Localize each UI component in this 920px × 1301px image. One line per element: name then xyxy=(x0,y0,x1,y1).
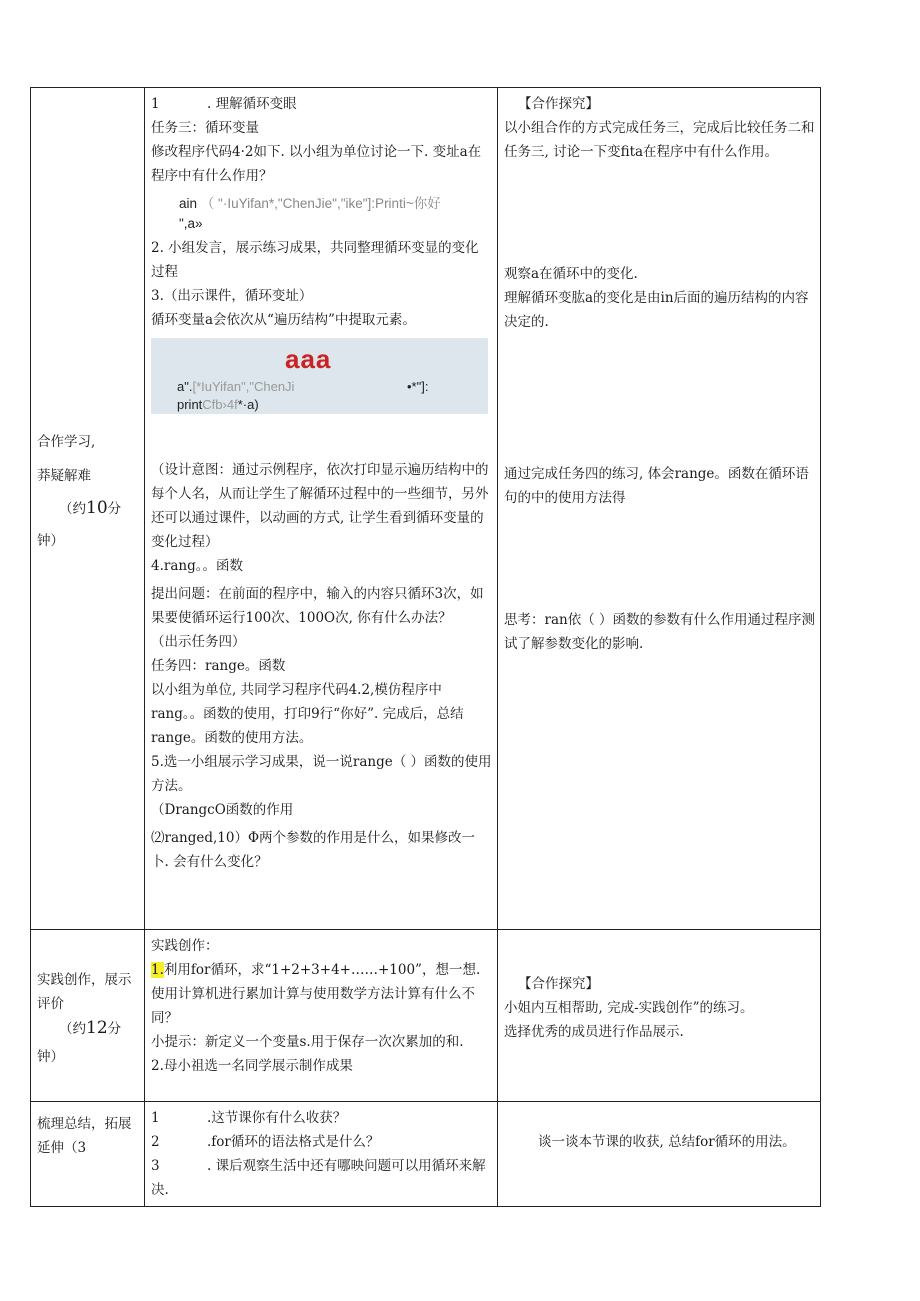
student-text: 通过完成任务四的练习, 体会range。函数在循环语句的中的使用方法得 xyxy=(504,466,809,506)
student-text: 思考：ran依（ ）函数的参数有什么作用通过程序测试了解参数变化的影响. xyxy=(504,612,815,652)
teacher-activity-cell xyxy=(145,930,498,1102)
highlight: 1. xyxy=(151,962,164,978)
list-item: 3 . 课后观察生活中还有哪映问题可以用循环来解决. xyxy=(151,1158,486,1198)
stage-label: 梳理总结，拓展延伸（3 xyxy=(37,1116,132,1156)
code-sample-line2: ",a» xyxy=(179,216,203,231)
student-activity-cell xyxy=(498,1102,821,1207)
list-item: 2. 小组发言，展示练习成果，共同整理循环变显的变化过程 xyxy=(151,240,479,280)
anim-variable-letters: aaa xyxy=(285,344,332,374)
stage-cell xyxy=(31,930,145,1102)
stage-time: （约12分 xyxy=(59,1018,122,1038)
list-item: 1 . 理解循环变眼 xyxy=(151,96,297,112)
teacher-activity-cell xyxy=(145,1102,498,1207)
show-task: （出示任务四） xyxy=(151,634,246,650)
design-note: （设计意图：通过示例程序，依次打印显示遍历结构中的每个人名，从而让学生了解循环过程中的一些细节，另外还可以通过课件，以动画的方式, 让学生看到循环变量的变化过程） xyxy=(151,462,489,550)
lesson-plan-table xyxy=(30,87,821,1207)
list-item: 2.母小祖选一名同学展示制作成果 xyxy=(151,1058,353,1074)
student-activity-cell xyxy=(498,88,821,930)
table-row xyxy=(31,930,821,1102)
item-desc: 循环变量a会依次从“遍历结构”中提取元素。 xyxy=(151,312,416,328)
anim-code-line: a".[*IuYifan","ChenJi xyxy=(177,379,295,394)
task-desc: 以小组为单位, 共同学习程序代码4.2,模仿程序中rang。。函数的使用，打印9行“你好”. 完成后，总结range。函数的使用方法。 xyxy=(151,682,464,746)
list-item: 4.rang。。函数 xyxy=(151,558,243,574)
teacher-activity-cell xyxy=(145,88,498,930)
table-row xyxy=(31,88,821,930)
stage-cell xyxy=(31,1102,145,1207)
student-text: 理解循环变肱a的变化是由in后面的遍历结构的内容决定的. xyxy=(504,290,809,330)
stage-time-tail: 钟） xyxy=(37,533,64,549)
hint: 小提示：新定义一个变量s.用于保存一次次累加的和. xyxy=(151,1034,464,1050)
table-row xyxy=(31,1102,821,1207)
student-text: 小姐内互相帮助, 完成-实践创作”的练习。 xyxy=(504,1000,754,1016)
stage-label: 莽疑解难 xyxy=(37,468,91,484)
list-item: 1 .这节课你有什么收获？ xyxy=(151,1110,347,1126)
student-heading: 【合作探究】 xyxy=(518,96,599,112)
code-sample: ain （ "·IuYifan*,"ChenJie","ike"]:Printi~你好 xyxy=(179,196,441,211)
task-title: 任务四：range。函数 xyxy=(151,658,286,674)
student-text: 以小组合作的方式完成任务三，完成后比较任务二和任务三, 讨论一下变fita在程序中有什么作用。 xyxy=(504,120,815,160)
stage-label: 合作学习, xyxy=(37,434,96,450)
sub-question: （DrangcO函数的作用 xyxy=(151,802,294,818)
student-text: 选择优秀的成员进行作品展示. xyxy=(504,1024,684,1040)
student-text: 谈一谈本节课的收获, 总结for循环的用法。 xyxy=(538,1134,796,1150)
task-desc: 修改程序代码4·2如下. 以小组为单位讨论一下. 变址a在程序中有什么作用？ xyxy=(151,144,482,184)
stage-time-tail: 钟） xyxy=(37,1049,64,1065)
task-title: 任务三：循环变量 xyxy=(151,120,259,136)
question: 提出问题：在前面的程序中，输入的内容只循环3次，如果要使循环运行100次、100O次, 你有什么办法？ xyxy=(151,586,484,626)
list-item: 5.选一小组展示学习成果，说一说range（ ）函数的使用方法。 xyxy=(151,754,492,794)
student-activity-cell xyxy=(498,930,821,1102)
anim-code-line: printCfb›4f*·a) xyxy=(177,397,259,412)
list-item: 2 .for循环的语法格式是什么？ xyxy=(151,1134,380,1150)
section-title: 实践创作： xyxy=(151,938,219,954)
list-item: 1.利用for循环，求“1+2+3+4+……+100”，想一想. 使用计算机进行累加计算与使用数学方法计算有什么不同？ xyxy=(151,962,481,1026)
sub-question: ⑵ranged,10）Φ两个参数的作用是什么，如果修改一卜. 会有什么变化？ xyxy=(151,830,476,870)
student-heading: 【合作探究】 xyxy=(518,976,599,992)
student-text: 观察a在循环中的变化. xyxy=(504,266,638,282)
animation-slide xyxy=(151,338,488,414)
list-item: 3.（出示课件，循环变址） xyxy=(151,288,313,304)
anim-code-line-end: •*"]: xyxy=(407,379,429,394)
stage-label: 实践创作，展示评价 xyxy=(37,972,132,1012)
stage-cell xyxy=(31,88,145,930)
stage-time: （约10分 xyxy=(59,498,122,518)
